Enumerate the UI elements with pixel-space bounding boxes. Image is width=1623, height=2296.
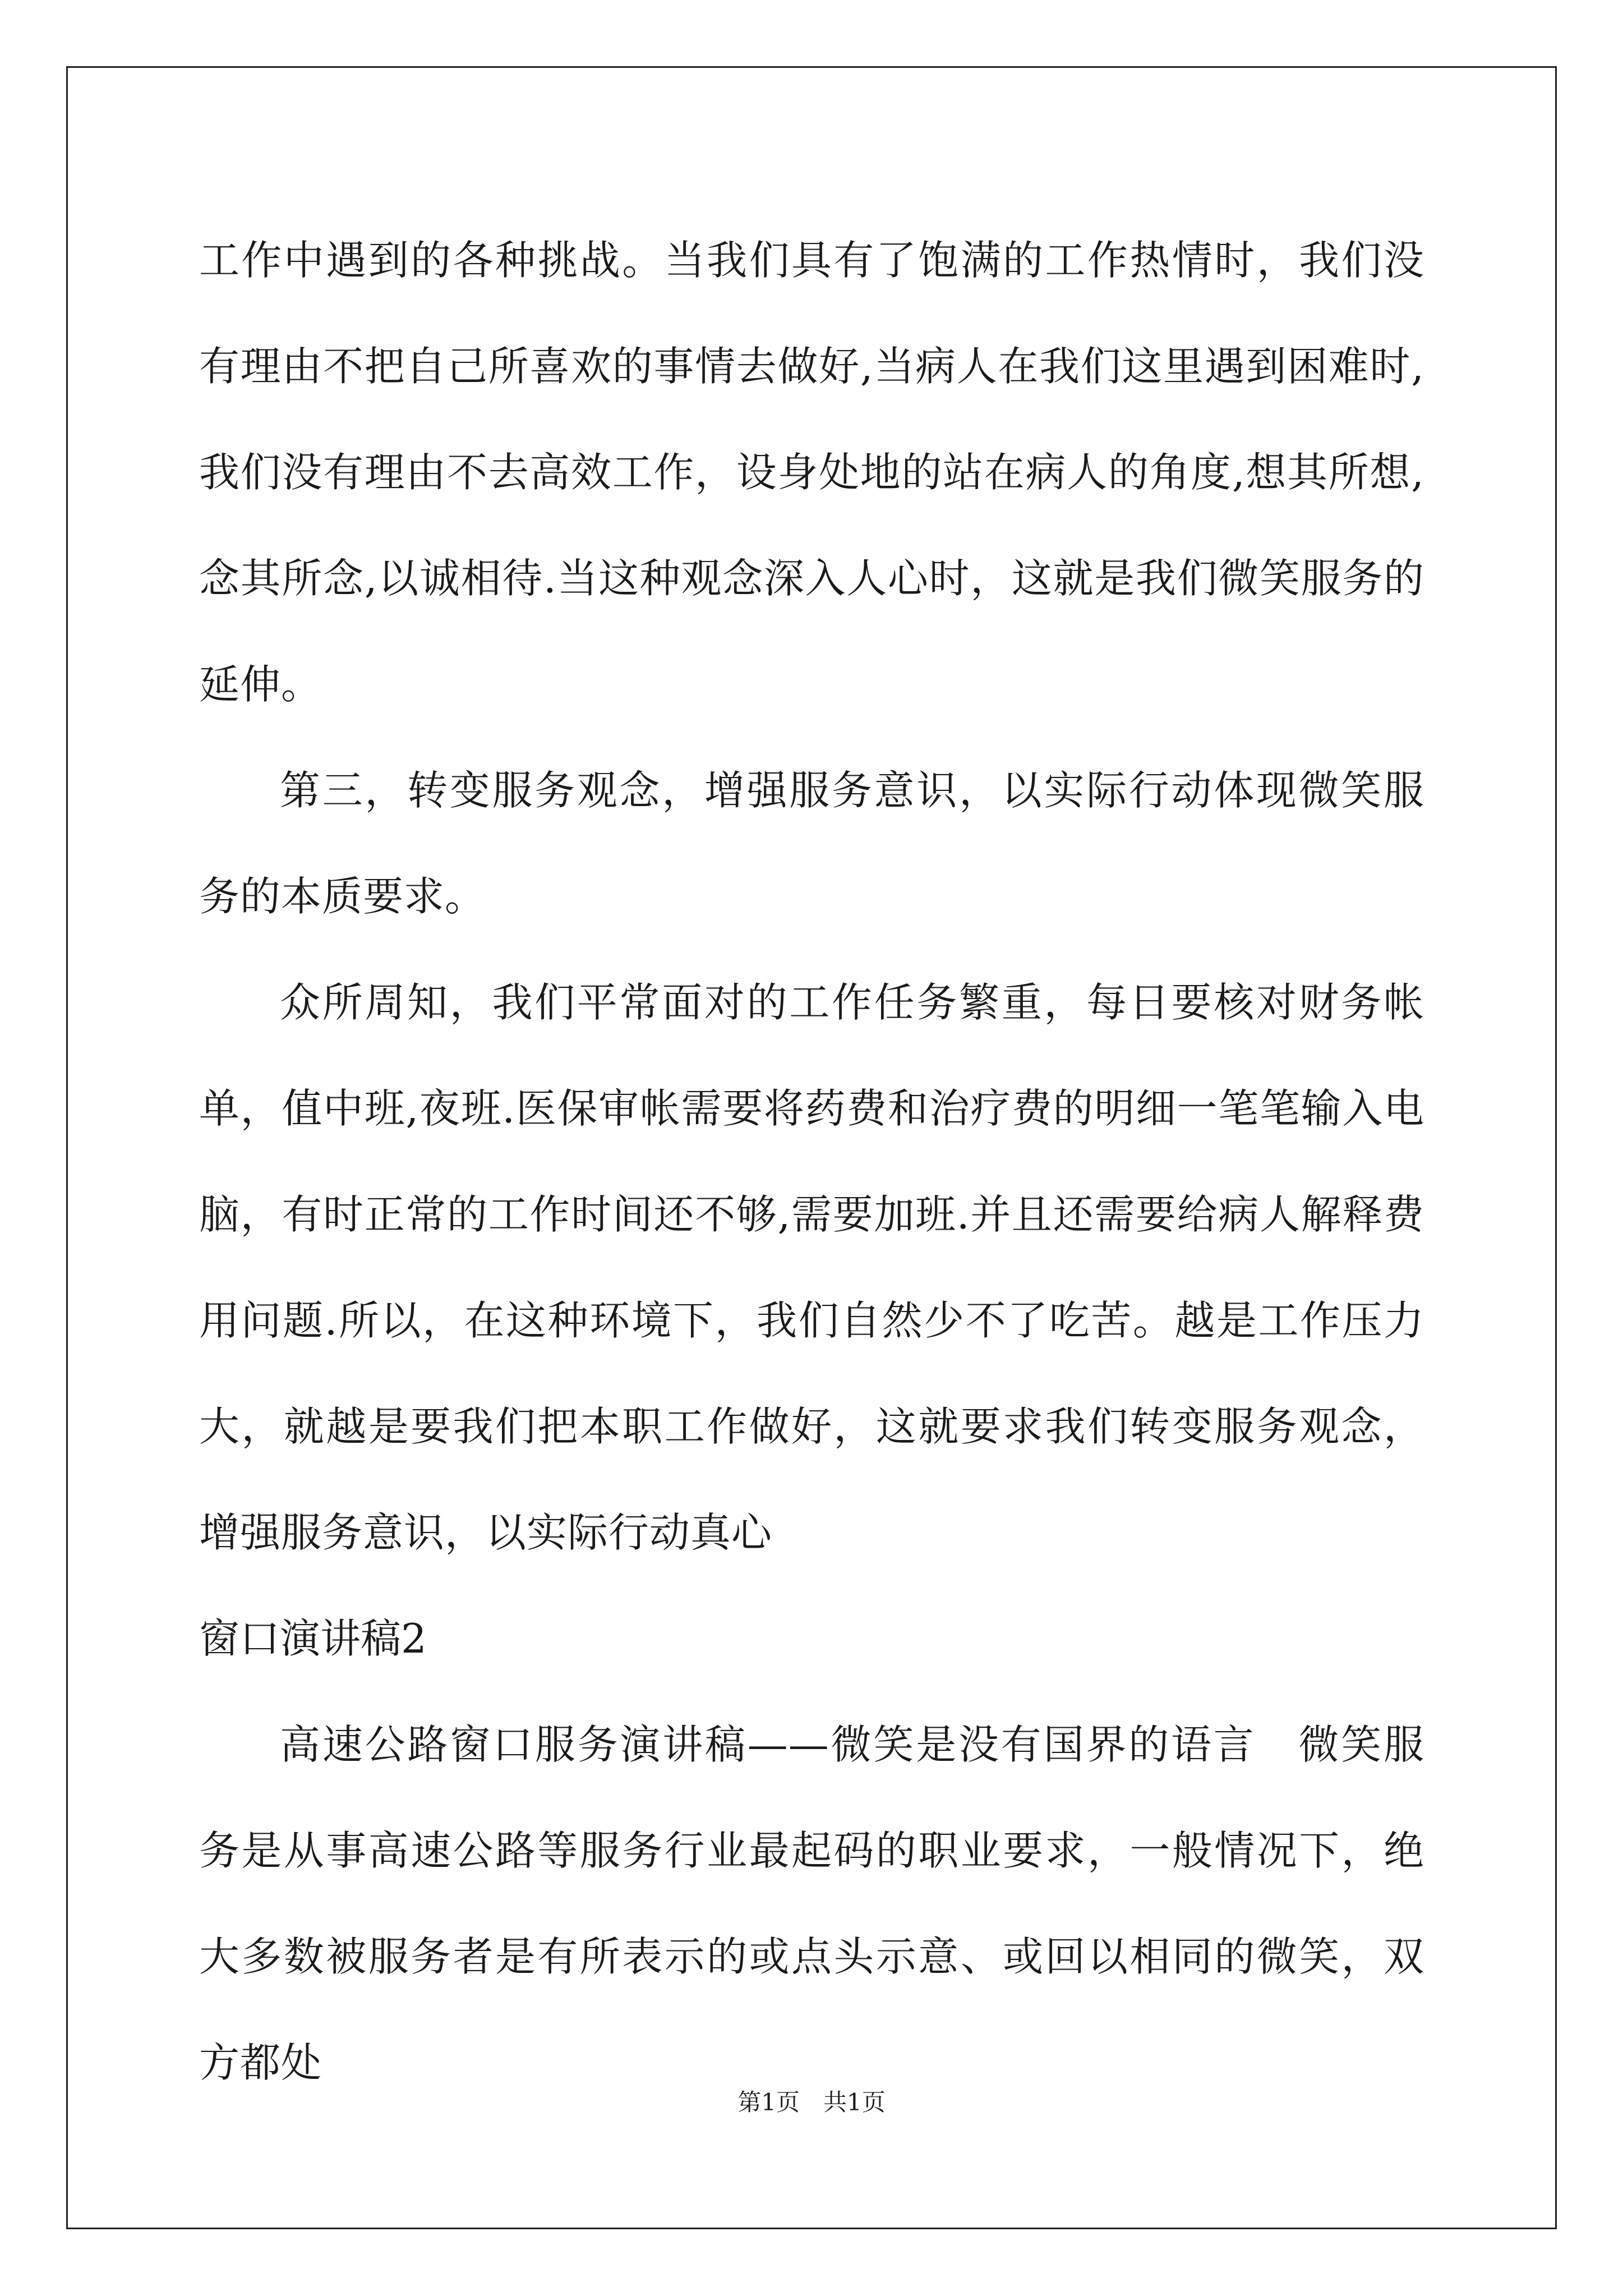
document-body	[199, 208, 1424, 2116]
paragraph-third-point: 第三，转变服务观念，增强服务意识，以实际行动体现微笑服务的本质要求。	[199, 767, 1424, 920]
page-footer: 第1页 共1页	[737, 2088, 886, 2116]
paragraph-workload: 众所周知，我们平常面对的工作任务繁重，每日要核对财务帐单，值中班,夜班.医保审帐需要将药费和治疗费的明细一笔笔输入电脑，有时正常的工作时间还不够,需要加班.并且还需要给病人解释费用问题.所以，在这种环境下，我们自然少不了吃苦。越是工作压力大，就越是要我们把本职工作做好，这就要求我们转变服务观念，增强服务意识，以实际行动真心	[199, 979, 1424, 1556]
section-heading: 窗口演讲稿2	[199, 1615, 427, 1662]
paragraph-continuation: 工作中遇到的各种挑战。当我们具有了饱满的工作热情时，我们没有理由不把自己所喜欢的事情去做好,当病人在我们这里遇到困难时,我们没有理由不去高效工作，设身处地的站在病人的角度,想其所想,念其所念,以诚相待.当这种观念深入人心时，这就是我们微笑服务的延伸。	[199, 237, 1424, 708]
paragraph-highway-speech: 高速公路窗口服务演讲稿——微笑是没有国界的语言 微笑服务是从事高速公路等服务行业最起码的职业要求，一般情况下，绝大多数被服务者是有所表示的或点头示意、或回以相同的微笑，双方都处	[199, 1721, 1424, 2086]
